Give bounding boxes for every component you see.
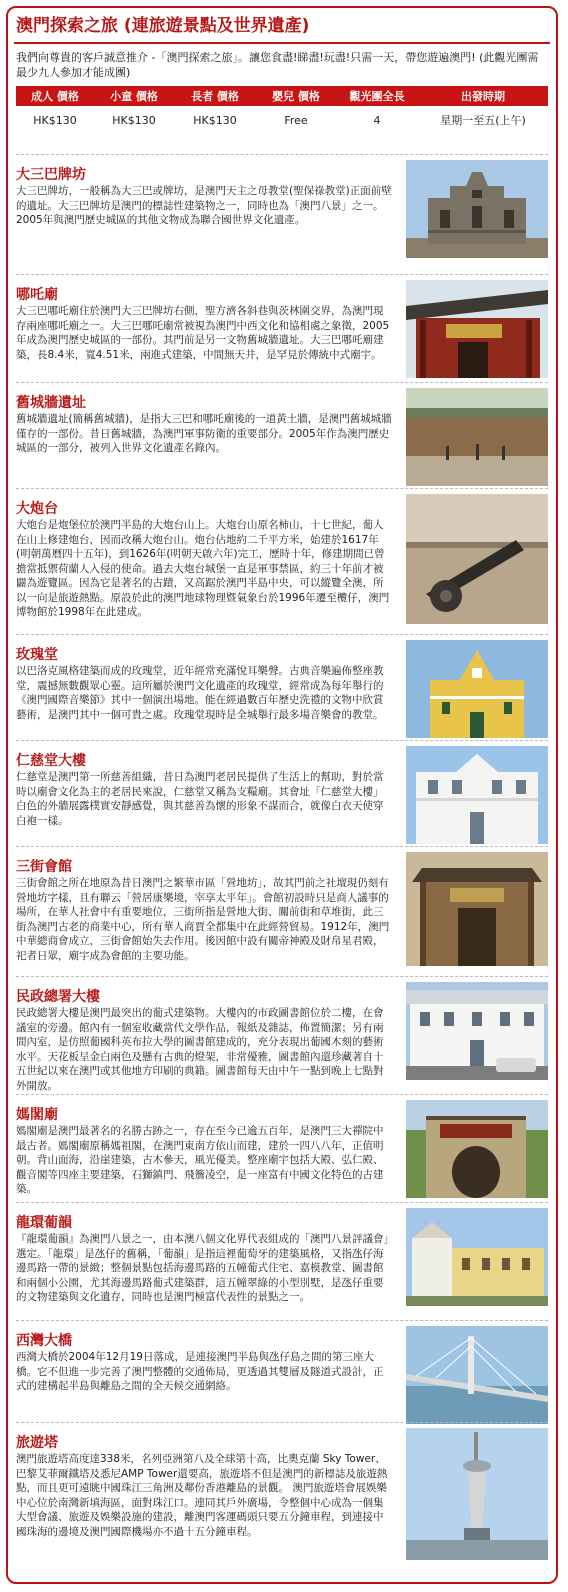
attraction-description: 『龍環葡韻』為澳門八景之一，由本澳八個文化界代表組成的「澳門八景評議會」選定。「龍環」是氹仔的舊稱，「葡韻」是指這裡葡萄牙的建築風格，又指氹仔海邊馬路一帶的景緻；整個景點包括海邊馬路的五幢葡式住宅、嘉模教堂、圖書館和兩個小公園，尤其海邊馬路葡式建築群，這五幢翠綠的小型別墅，是氹仔重要的文物建築與文化遺存，同時也是澳門極富代表性的景點之一。 (16, 1233, 389, 1303)
header-tour-length: 觀光團全長 (336, 86, 418, 106)
intro-text: 我們向尊貴的客戶誠意推介 -「澳門探索之旅」。讓您食盡!睇盡!玩盡!只需一天，帶您遊遍澳門! (此觀光團需最少九人參加才能成團) (16, 51, 539, 79)
attraction-st-dominic-church (16, 634, 548, 740)
attraction-description: 大三巴哪吒廟住於澳門大三巴牌坊右側，聖方濟各斜巷與茨林圍交界，為澳門現存兩座哪吒廟之一。大三巴哪吒廟常被視為澳門中西文化和協相處之象徵，2005年成為澳門歷史城區的一部份。其門前是另一文物舊城牆遺址。大三巴哪吒廟建築，長8.4米，寬4.51米，兩進式建築，中間無天井，是罕見於傳統中式廟宇。 (16, 305, 390, 361)
attraction-description: 舊城牆遺址(簡稱舊城牆)，是指大三巴和哪吒廟後的一道黃土牆，是澳門舊城城牆僅存的一部份。昔日舊城牆，為澳門軍事防衛的重要部分。2005年作為澳門歷史城區的一部分，被列入世界文化遺產名錄內。 (16, 413, 392, 454)
price-value-row (16, 106, 548, 134)
sam-kai-vui-kun-photo (406, 852, 548, 966)
page-title: 澳門探索之旅 (連旅遊景點及世界遺產) (16, 16, 310, 36)
attraction-description: 大三巴牌坊，一般稱為大三巴或牌坊，是澳門天主之母教堂(聖保祿教堂)正面前壁的遺址。大三巴牌坊是澳門的標誌性建築物之一，同時也為「澳門八景」之一。2005年與澳門歷史城區的其他文物成為聯合國世界文化遺產。 (16, 185, 392, 226)
attraction-title: 大炮台 (16, 501, 58, 517)
attraction-title: 西灣大橋 (16, 1333, 72, 1349)
page-frame (6, 6, 558, 1584)
attraction-title: 大三巴牌坊 (16, 167, 86, 183)
taipa-houses-photo (406, 1208, 548, 1306)
attraction-description: 民政總署大樓是澳門最突出的葡式建築物。大樓內的市政圖書館位於二樓，在會議室的旁邊。館內有一個室收藏當代文學作品，報紙及雜誌，佈置簡潔；另有兩間內室，是仿照葡國科英布拉大學的圖書館建成的，充分表現出葡國木刻的藝術水平。天花板呈金白兩色及懸有古典的燈架，非常優雅，圖書館內還珍藏著自十五世紀以來在澳門或其他地方印刷的典籍。圖書館每天由中午一點到晚上七點對外開放。 (16, 1007, 384, 1092)
attraction-title: 仁慈堂大樓 (16, 753, 86, 769)
attraction-description: 大炮台是炮堡位於澳門半島的大炮台山上。大炮台山原名柿山，十七世紀，葡人在山上修建炮台，因而改稱大炮台山。炮台佔地約二千平方米，始建於1617年(明朝萬曆四十五年)，到1626年(明朝天啟六年)完工，歷時十年，修建期間已曾擔當抵禦荷蘭人入侵的使命。過去大炮台城堡一直是軍事禁區，約三十年前才被闢為遊覽區。因為它是著名的古蹟，又高踞於澳門半島中央，可以縱覽全澳，所以一向是旅遊熱點。原設於此的澳門地球物理暨氣象台於1996年遷至欖仔，澳門博物館於1998年在此建成。 (16, 519, 390, 618)
ruins-photo (406, 160, 548, 258)
attraction-leal-senado-building (16, 976, 548, 1094)
attraction-description: 媽閣廟是澳門最著名的名勝古跡之一，存在至今已逾五百年，是澳門三大禪院中最古者。媽閣廟原稱媽祖閣，在澳門東南方依山而建，建於一四八八年，正值明朝。背山面海，沿崖建築，古木參天，風光優美。整座廟宇包括大殿、弘仁殿、觀音閣等四座主要建築，石獅鎮門、飛簷凌空，是一座富有中國文化特色的古建築。 (16, 1125, 384, 1195)
price-table (16, 86, 548, 134)
attraction-title: 哪吒廟 (16, 287, 58, 303)
monte-fort-photo (406, 494, 548, 624)
attraction-taipa-houses (16, 1202, 548, 1320)
old-city-walls-photo (406, 388, 548, 486)
attraction-title: 舊城牆遺址 (16, 395, 86, 411)
attraction-title: 龍環葡韻 (16, 1215, 72, 1231)
sai-van-bridge-photo (406, 1326, 548, 1424)
attraction-sai-van-bridge (16, 1320, 548, 1422)
attraction-description: 三街會館之所在地原為昔日澳門之繁華市區「營地坊」，故其門前之社壇現仍刻有營地坊字樣，且有聯云「營居康樂境，宰享太平年」。會館初設時只是商人議事的場所，在華人社會中有重要地位，三街所指是營地大街、關前街和草堆街，此三街為澳門古老的商業中心，所有華人商賈全都集中在此經營貿易。1912年，澳門中華總商會成立，三街會館始失去作用。後因館中設有關帝神殿及財帛星君殿，祀者日眾，廟宇成為會館的主要功能。 (16, 877, 390, 962)
child-price: HK$130 (112, 113, 156, 127)
attraction-macau-tower (16, 1422, 548, 1572)
attraction-description: 澳門旅遊塔高度達338米，名列亞洲第八及全球第十高，比奧克蘭 Sky Tower、巴黎艾菲爾鐵塔及悉尼AMP Tower還要高，旅遊塔不但是澳門的新標誌及旅遊熱點，而且更可遠眺中國珠江三角洲及鄰份香港離島的景觀。 澳門旅遊塔會展娛樂中心位於南灣新填海區，面對珠江口。連同其戶外廣場，令整個中心成為一個集大型會議、旅遊及娛樂設施的建設，離澳門客運碼頭只要五分鐘車程，到連接中國珠海的邊境及澳門國際機場亦不過十五分鐘車程。 (16, 1453, 388, 1538)
attraction-monte-fort (16, 488, 548, 634)
leal-senado-building-photo (406, 982, 548, 1080)
attraction-ruins-st-paul (16, 154, 548, 274)
departure-time: 星期一至五(上午) (440, 114, 526, 127)
a-ma-temple-photo (406, 1100, 548, 1198)
header-senior-price: 長者 價格 (174, 86, 256, 106)
attraction-old-city-walls (16, 382, 548, 488)
st-dominic-church-photo (406, 640, 548, 738)
adult-price: HK$130 (33, 113, 77, 127)
attraction-description: 仁慈堂是澳門第一所慈善組織，昔日為澳門老居民提供了生活上的幫助，對於當時以廟會文化為主的老居民來說，仁慈堂又稱為支糧廟。其會址「仁慈堂大樓」白色的外牆展露樸實安靜感覺，與其慈善為懷的形象不謀而合，就像白衣天使穿白袍一樣。 (16, 771, 384, 827)
attraction-description: 以巴洛克風格建築而成的玫瑰堂，近年經常充滿悅耳樂聲。古典音樂遍佈整座教堂，震撼無數觀眾心靈。這所屬於澳門文化遺產的玫瑰堂，經常成為每年舉行的《澳門國際音樂節》其中一個演出場地。能在經過數百年歷史洗禮的文物中欣賞藝術，是澳門其中一個可貴之處。玫瑰堂現時是全城舉行最多場音樂會的教堂。 (16, 665, 384, 721)
attraction-title: 玫瑰堂 (16, 647, 58, 663)
attraction-description: 西灣大橋於2004年12月19日落成，是連接澳門半島與氹仔島之間的第三座大橋。它不但進一步完善了澳門整體的交通佈局，更透過其雙層及隧道式設計，正式的建構起半島與離島之間的全天候交通網絡。 (16, 1351, 384, 1392)
attraction-title: 旅遊塔 (16, 1435, 58, 1451)
attraction-sam-kai-vui-kun (16, 846, 548, 976)
header-child-price: 小童 價格 (94, 86, 174, 106)
header-infant-price: 嬰兒 價格 (256, 86, 336, 106)
macau-tower-photo (406, 1428, 548, 1560)
title-divider (14, 42, 550, 44)
holy-house-of-mercy-photo (406, 746, 548, 844)
attraction-title: 民政總署大樓 (16, 989, 100, 1005)
attraction-title: 媽閣廟 (16, 1107, 58, 1123)
attraction-na-tcha-temple (16, 274, 548, 382)
header-adult-price: 成人 價格 (16, 86, 94, 106)
senior-price: HK$130 (193, 113, 237, 127)
attraction-title: 三街會館 (16, 859, 72, 875)
tour-length: 4 (373, 113, 381, 127)
attraction-holy-house-of-mercy (16, 740, 548, 846)
price-header-row (16, 86, 548, 106)
na-tcha-temple-photo (406, 280, 548, 378)
attraction-a-ma-temple (16, 1094, 548, 1202)
header-departure-time: 出發時期 (418, 86, 548, 106)
infant-price: Free (284, 113, 308, 127)
